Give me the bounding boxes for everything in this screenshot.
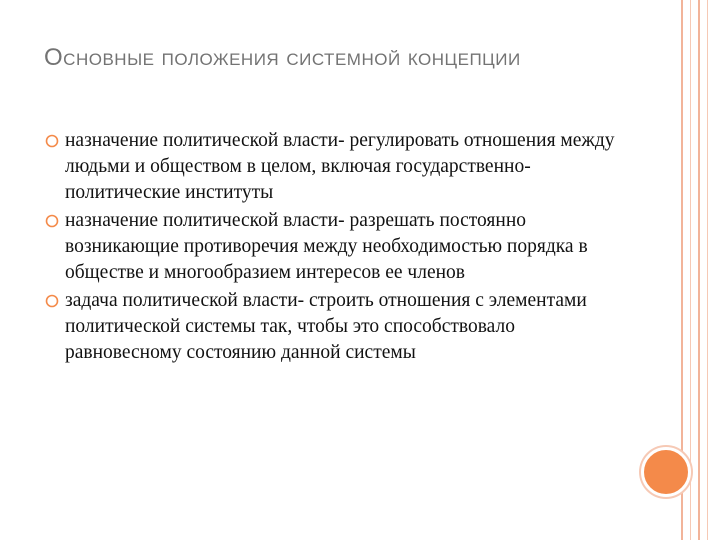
ring-bullet-icon — [44, 208, 60, 234]
decorative-border-line — [690, 0, 691, 540]
bullet-list — [44, 128, 634, 368]
decorative-border-line — [698, 0, 700, 540]
decorative-border-line — [707, 0, 708, 540]
slide-title: Основные положения системной концепции — [44, 44, 521, 71]
ring-bullet-icon — [44, 288, 60, 314]
bullet-item — [44, 208, 634, 286]
bullet-text: задача политической власти- строить отношения с элементами политической системы так, чтобы это способствовало равновесному состоянию данной системы — [65, 290, 587, 363]
ring-bullet-icon — [44, 128, 60, 154]
accent-circle — [641, 447, 691, 497]
bullet-text: назначение политической власти- разрешать постоянно возникающие противоречия между необходимостью порядка в обществе и многообразием интересов ее членов — [65, 210, 588, 283]
bullet-text: назначение политической власти- регулировать отношения между людьми и обществом в целом, включая государственно-политические институты — [65, 130, 615, 203]
bullet-item — [44, 128, 634, 206]
bullet-item — [44, 288, 634, 366]
